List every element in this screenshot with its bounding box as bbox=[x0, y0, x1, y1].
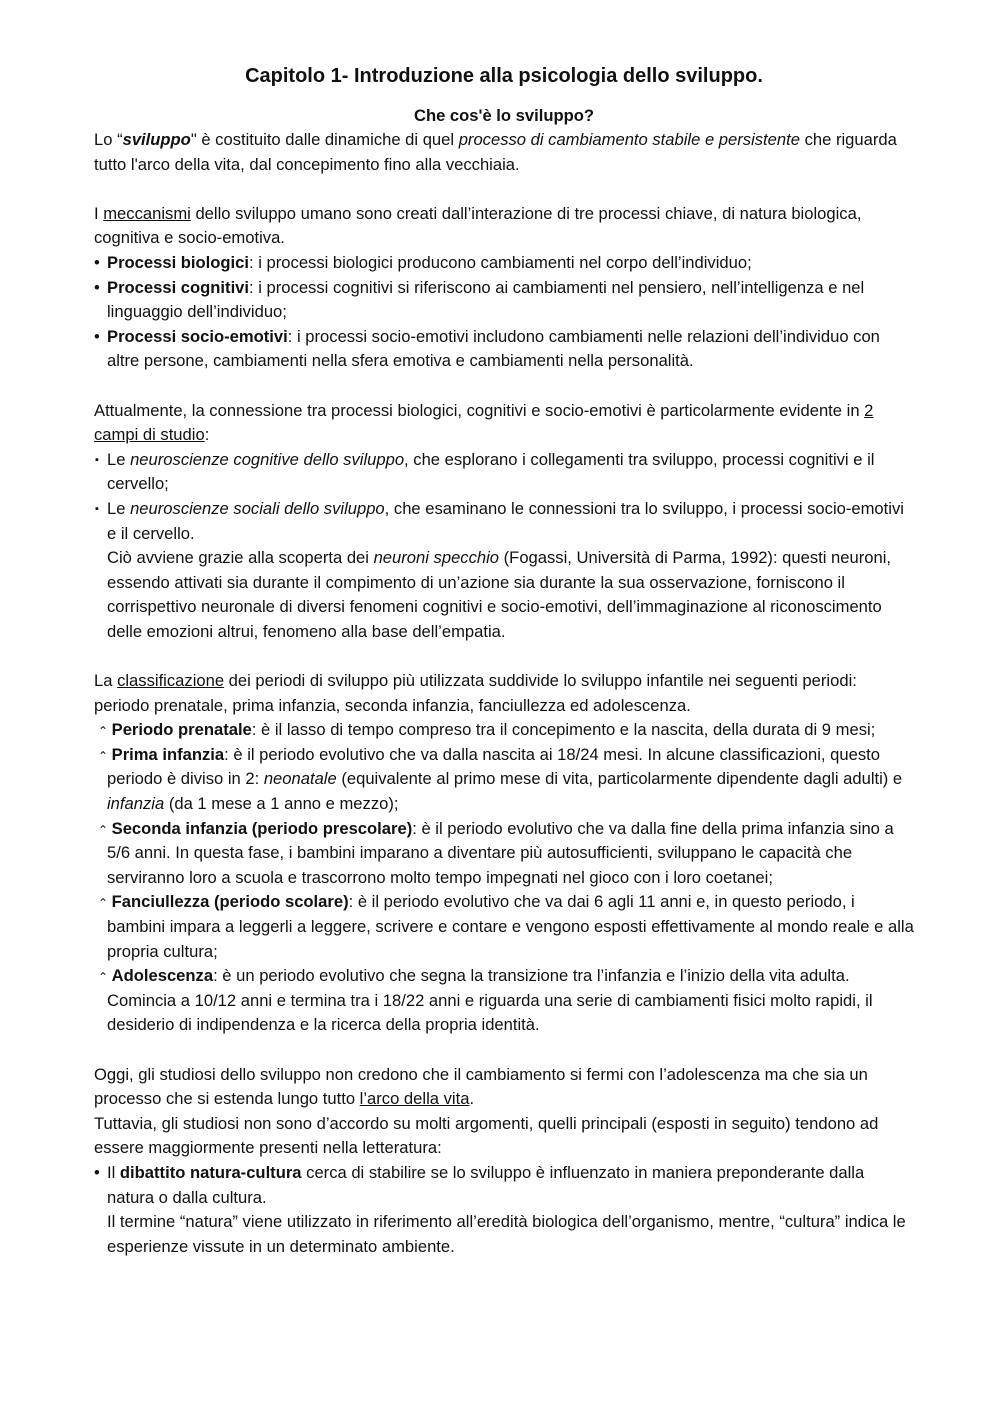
connection-paragraph: Attualmente, la connessione tra processi biologici, cognitivi e socio-emotivi è particolarmente evidente in 2 campi di studio: bbox=[94, 400, 874, 445]
bullet-caret-icon: ⌃ bbox=[98, 970, 109, 985]
list-item: • Il dibattito natura-cultura cerca di stabilire se lo sviluppo è influenzato in maniera preponderante dalla natura o dalla cultura. bbox=[94, 1162, 865, 1207]
periods-list bbox=[94, 718, 914, 1038]
mirror-neurons-paragraph: Ciò avviene grazie alla scoperta dei neuroni specchio (Fogassi, Università di Parma, 1992): questi neuroni, essendo attivati sia durante il compimento di un’azione sia durante la sua osservazione, forniscono il corrispettivo neuronale di diversi fenomeni cognitivi e socio-emotivi, dell’immaginazione al riconoscimento delle emozioni altrui, fenomeno alla base dell’empatia. bbox=[107, 548, 892, 641]
list-item: • Processi socio-emotivi: i processi socio-emotivi includono cambiamenti nelle relazioni dell’individuo con altre persone, cambiamenti nella sfera emotiva e cambiamenti nella personalità. bbox=[94, 326, 880, 371]
bullet-dot-icon: • bbox=[94, 1162, 100, 1182]
classification-paragraph: La classificazione dei periodi di sviluppo più utilizzata suddivide lo sviluppo infantile nei seguenti periodi: periodo prenatale, prima infanzia, seconda infanzia, fanciullezza ed adolescenza. bbox=[94, 671, 857, 715]
list-item: • Processi cognitivi: i processi cognitivi si riferiscono ai cambiamenti nel pensiero, nell’intelligenza e nel linguaggio dell’individuo; bbox=[94, 277, 865, 322]
debates-intro-paragraph: Tuttavia, gli studiosi non sono d’accordo su molti argomenti, quelli principali (esposti in seguito) tendono ad essere maggiormente presenti nella letteratura: bbox=[94, 1113, 879, 1158]
list-item: ⌃ Fanciullezza (periodo scolare): è il periodo evolutivo che va dai 6 agli 11 anni e, in questo periodo, i bambini impara a leggerli a leggere, scrivere e contare e vengono esposti effettivamente al mondo reale e alla propria cultura; bbox=[98, 892, 914, 961]
intro-paragraph: Lo “sviluppo" è costituito dalle dinamiche di quel processo di cambiamento stabile e persistente che riguarda tutto l'arco della vita, dal concepimento fino alla vecchiaia. bbox=[94, 130, 897, 174]
nature-culture-paragraph: Il termine “natura” viene utilizzato in riferimento all’eredità biologica dell’organismo, mentre, “cultura” indica le esperienze vissute in un determinato ambiente. bbox=[107, 1212, 906, 1256]
list-item: ⌃ Adolescenza: è un periodo evolutivo che segna la transizione tra l’infanzia e l’inizio della vita adulta. Comincia a 10/12 anni e termina tra i 18/22 anni e riguarda una serie di cambiamenti fisici molto rapidi, il desiderio di indipendenza e la ricerca della propria identità. bbox=[98, 966, 873, 1035]
document-page bbox=[94, 62, 914, 1259]
list-item: • Processi biologici: i processi biologici producono cambiamenti nel corpo dell’individuo; bbox=[94, 251, 914, 276]
bullet-square-icon: ▪ bbox=[95, 502, 99, 515]
bullet-dot-icon: • bbox=[94, 326, 100, 346]
mechanisms-paragraph: I meccanismi dello sviluppo umano sono creati dall’interazione di tre processi chiave, di natura biologica, cognitiva e socio-emotiva. bbox=[94, 203, 862, 248]
debates-list bbox=[94, 1161, 914, 1210]
bullet-square-icon: ▪ bbox=[95, 453, 99, 466]
fields-list bbox=[94, 448, 914, 546]
list-item: ⌃ Seconda infanzia (periodo prescolare): è il periodo evolutivo che va dalla fine della prima infanzia sino a 5/6 anni. In questa fase, i bambini imparano a diventare più autosufficienti, sviluppano le capacità che serviranno loro a scuola e trascorrono molto tempo impegnati nel gioco con i loro coetanei; bbox=[98, 818, 894, 887]
list-item: ▪ Le neuroscienze sociali dello sviluppo, che esaminano le connessioni tra lo sviluppo, i processi socio-emotivi e il cervello. bbox=[95, 498, 904, 543]
list-item: ▪ Le neuroscienze cognitive dello sviluppo, che esplorano i collegamenti tra sviluppo, processi cognitivi e il cervello; bbox=[95, 449, 875, 494]
bullet-caret-icon: ⌃ bbox=[98, 724, 109, 739]
bullet-caret-icon: ⌃ bbox=[98, 748, 109, 763]
bullet-dot-icon: • bbox=[94, 252, 100, 272]
list-item: ⌃ Prima infanzia: è il periodo evolutivo che va dalla nascita ai 18/24 mesi. In alcune classificazioni, questo periodo è diviso in 2: neonatale (equivalente al primo mese di vita, particolarmente dipendente dagli adulti) e infanzia (da 1 mese a 1 anno e mezzo); bbox=[98, 744, 903, 814]
bullet-caret-icon: ⌃ bbox=[98, 896, 109, 911]
list-item: ⌃ Periodo prenatale: è il lasso di tempo compreso tra il concepimento e la nascita, della durata di 9 mesi; bbox=[94, 718, 914, 743]
processes-list bbox=[94, 251, 914, 374]
section-heading: Che cos'è lo sviluppo? bbox=[413, 106, 595, 125]
lifespan-paragraph: Oggi, gli studiosi dello sviluppo non credono che il cambiamento si fermi con l’adolescenza ma che sia un processo che si estenda lungo tutto l’arco della vita. bbox=[94, 1064, 868, 1109]
bullet-dot-icon: • bbox=[94, 277, 100, 297]
chapter-title: Capitolo 1- Introduzione alla psicologia dello sviluppo. bbox=[245, 65, 763, 87]
bullet-caret-icon: ⌃ bbox=[98, 822, 109, 837]
